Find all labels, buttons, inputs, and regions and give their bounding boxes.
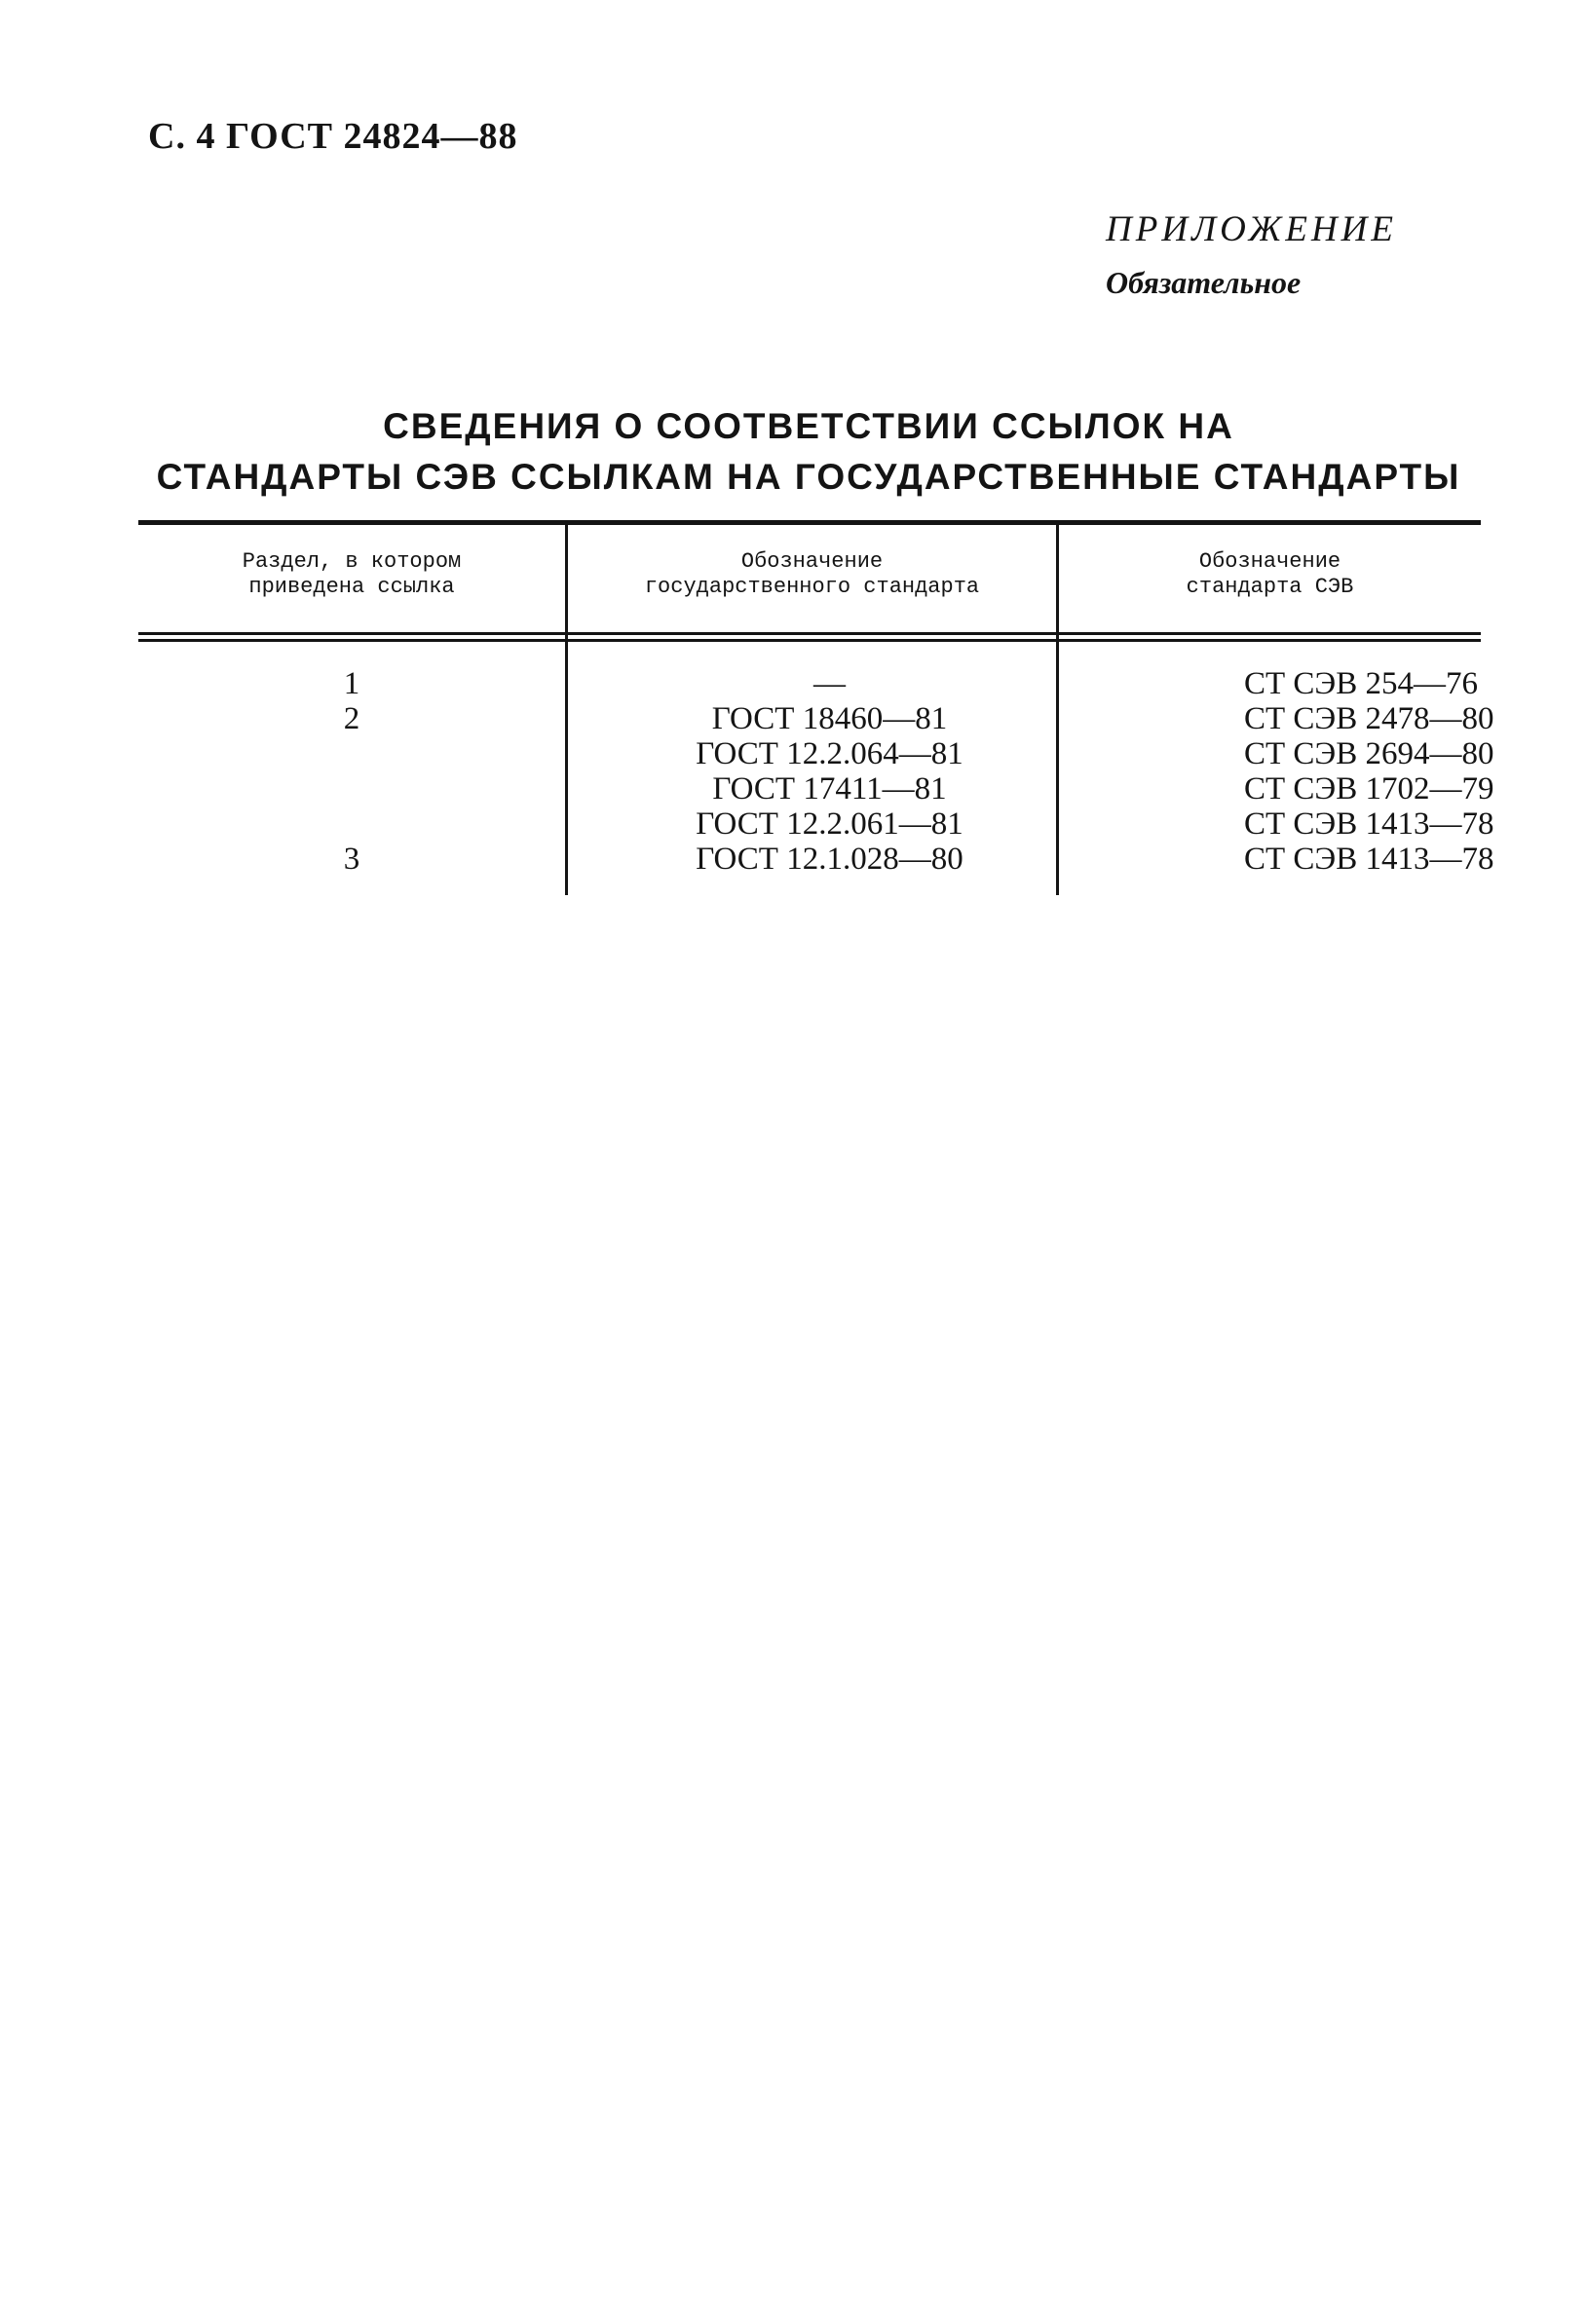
header-separator-rule (138, 632, 1481, 635)
correspondence-table (138, 520, 1494, 900)
section-column (138, 666, 565, 877)
gost-cell: ГОСТ 17411—81 (712, 771, 947, 806)
section-cell: 1 (343, 666, 360, 701)
section-cell: 3 (343, 842, 360, 877)
gost-cell: ГОСТ 12.2.061—81 (696, 806, 963, 842)
sev-cell: СТ СЭВ 2694—80 (1244, 736, 1494, 771)
column-header-sev: Обозначение стандарта СЭВ (1186, 549, 1354, 599)
section-cell (138, 771, 565, 806)
sev-cell: СТ СЭВ 254—76 (1244, 666, 1478, 701)
sev-cell: СТ СЭВ 1413—78 (1244, 806, 1494, 842)
document-title-line-1: СВЕДЕНИЯ О СООТВЕТСТВИИ ССЫЛОК НА (383, 406, 1234, 446)
gost-cell: ГОСТ 12.2.064—81 (696, 736, 963, 771)
sev-column (1059, 666, 1494, 877)
gost-column (568, 666, 1056, 877)
gost-cell: ГОСТ 12.1.028—80 (696, 842, 963, 877)
header-separator-rule-double (138, 639, 1481, 642)
page-header: С. 4 ГОСТ 24824—88 (148, 116, 518, 157)
appendix-label (1106, 203, 1397, 308)
section-cell (138, 736, 565, 771)
gost-cell: ГОСТ 18460—81 (711, 701, 948, 736)
column-header-gost: Обозначение государственного стандарта (644, 549, 980, 599)
sev-cell: СТ СЭВ 1702—79 (1244, 771, 1494, 806)
column-header-section: Раздел, в котором приведена ссылка (242, 549, 462, 599)
section-cell: 2 (343, 701, 360, 736)
appendix-subtitle: Обязательное (1106, 265, 1302, 300)
sev-cell: СТ СЭВ 1413—78 (1244, 842, 1494, 877)
appendix-title: ПРИЛОЖЕНИЕ (1106, 209, 1397, 249)
sev-cell: СТ СЭВ 2478—80 (1244, 701, 1494, 736)
table-top-rule (138, 520, 1481, 525)
document-title-line-2: СТАНДАРТЫ СЭВ ССЫЛКАМ НА ГОСУДАРСТВЕННЫЕ СТАНДАРТЫ (156, 457, 1461, 497)
section-cell (138, 806, 565, 842)
gost-cell: — (813, 666, 846, 701)
document-title (146, 401, 1471, 503)
